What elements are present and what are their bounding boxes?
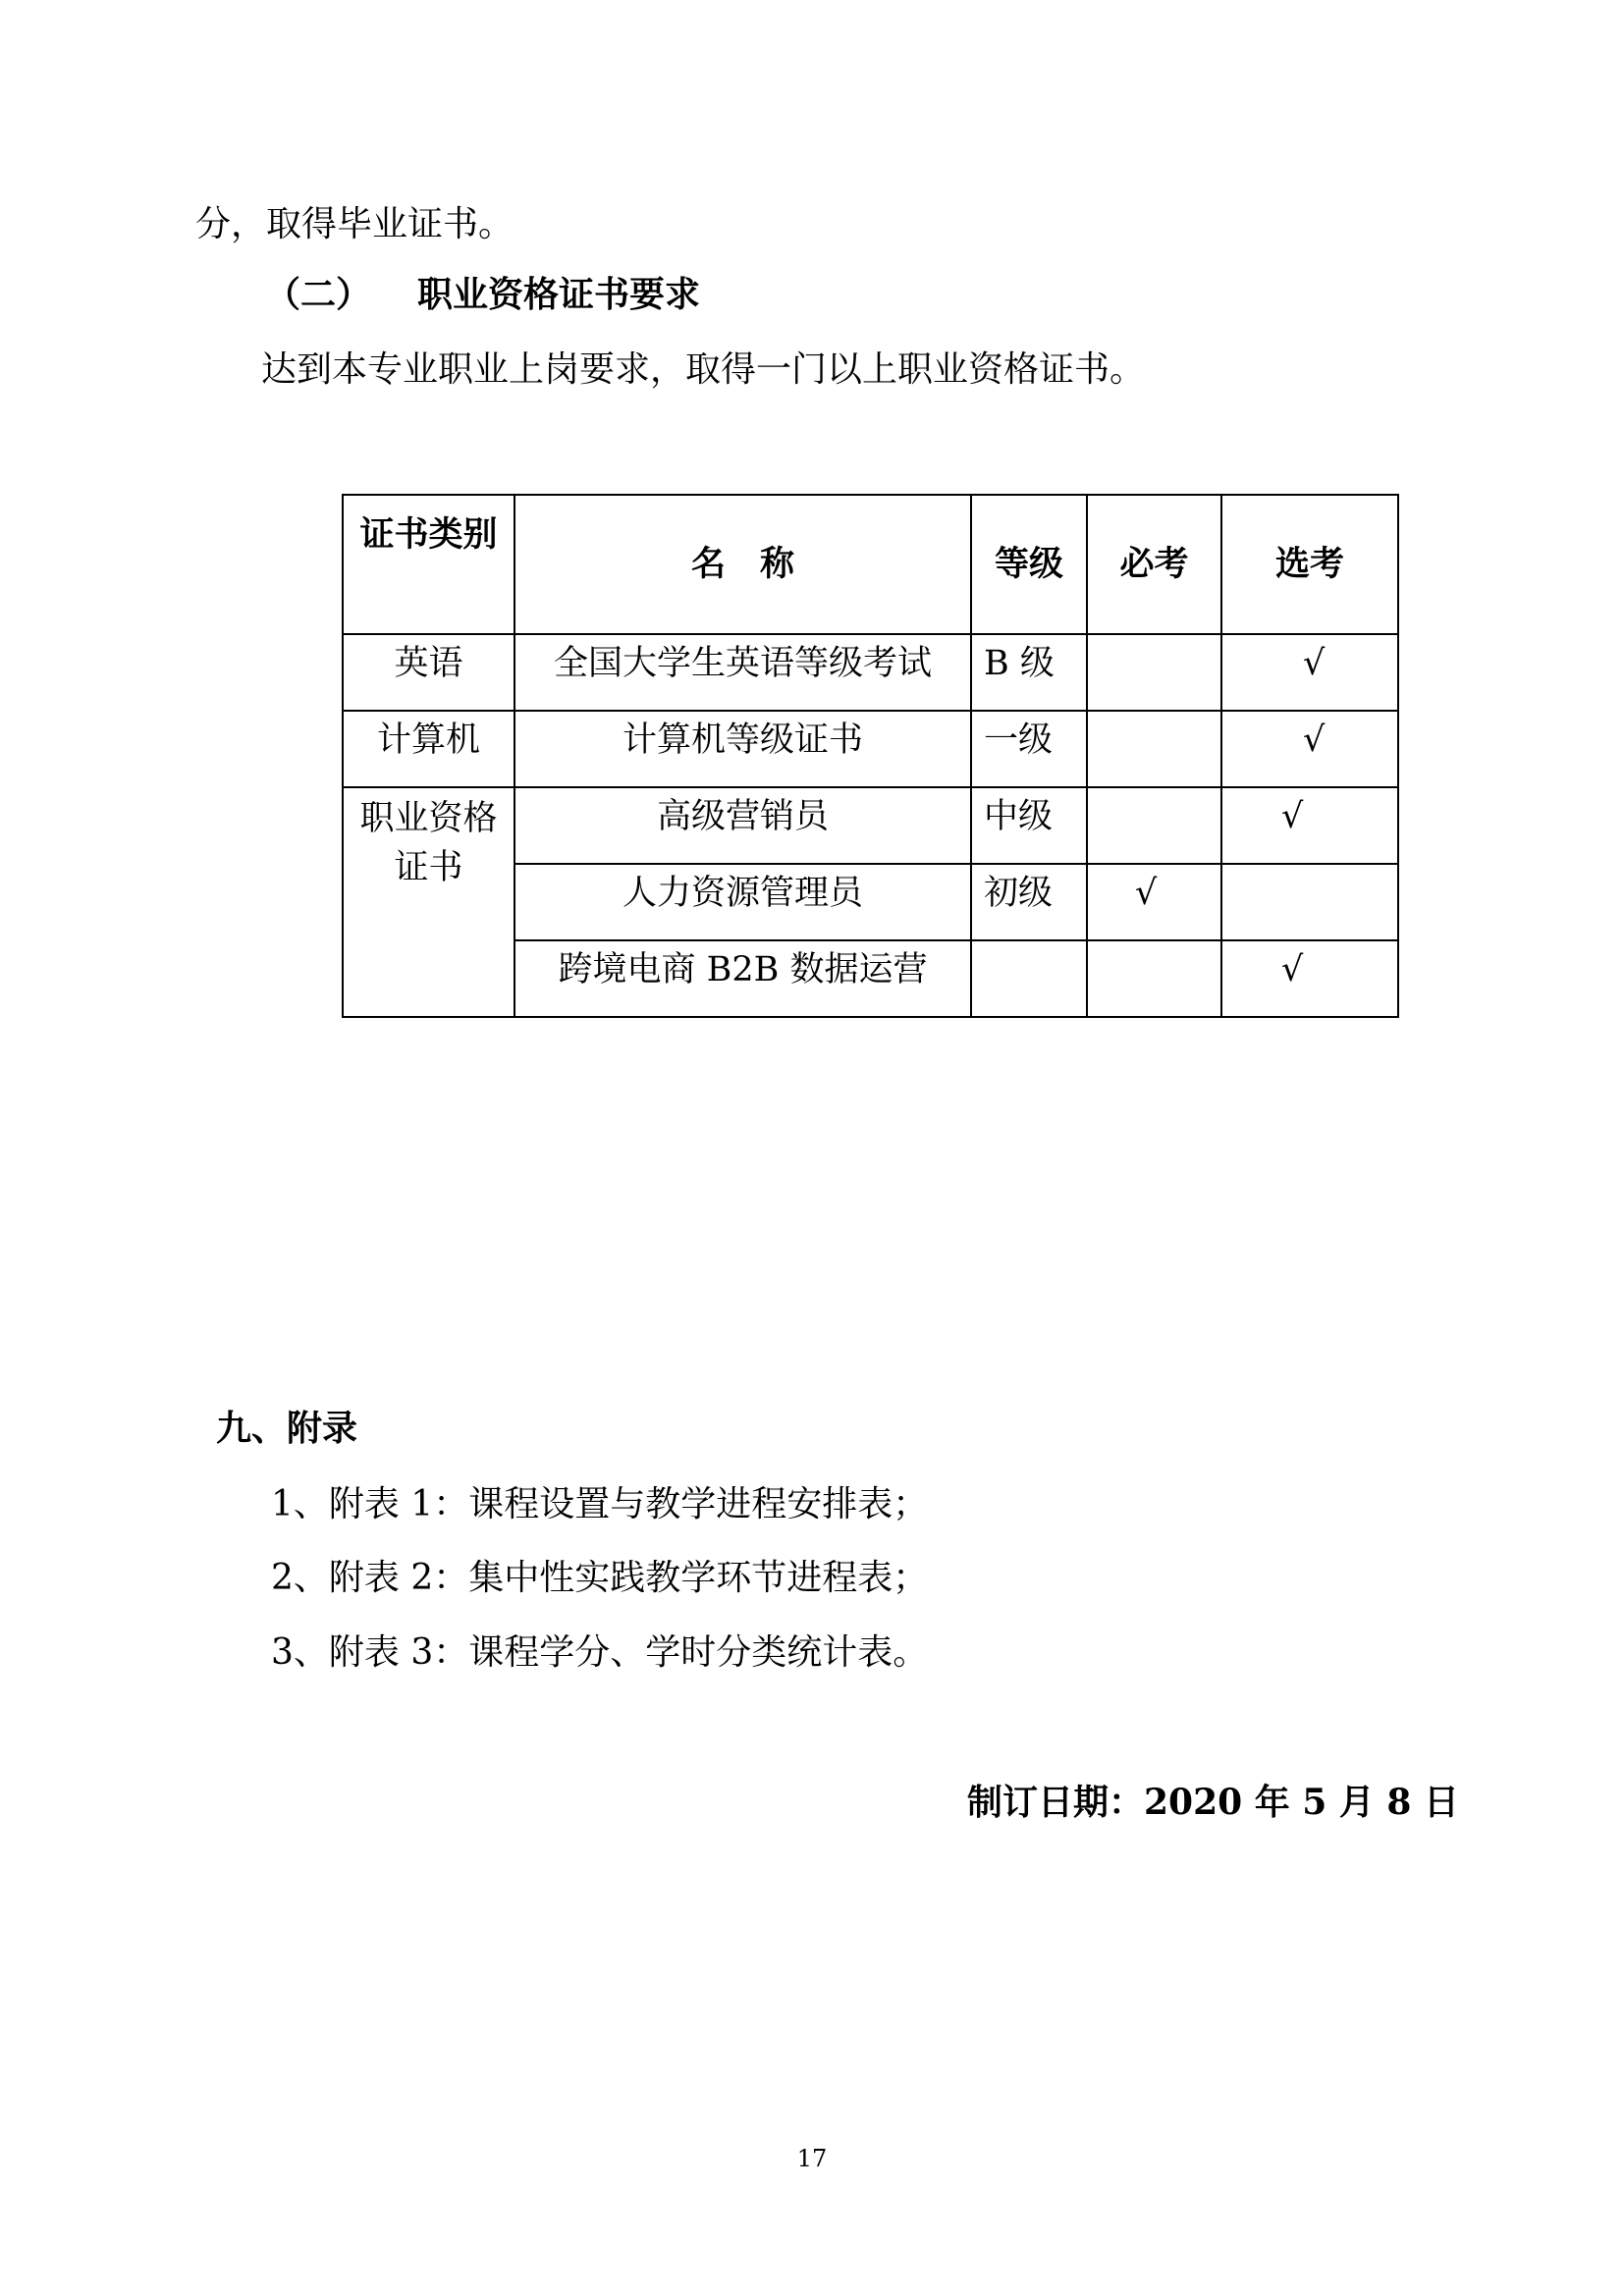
section-heading [265,267,700,317]
cell-category: 计算机 [343,711,514,787]
cell-name: 人力资源管理员 [514,864,971,940]
header-category: 证书类别 [343,495,514,634]
cell-optional: √ [1221,634,1398,711]
table-row [343,711,1398,787]
cell-name: 高级营销员 [514,787,971,864]
appendix-item: 3、附表 3：课程学分、学时分类统计表。 [271,1632,929,1673]
table-row [343,634,1398,711]
cell-category: 职业资格证书 [343,787,514,1017]
certificate-table [342,494,1399,1018]
appendix-item: 2、附表 2：集中性实践教学环节进程表； [271,1558,929,1598]
appendix-item: 1、附表 1：课程设置与教学进程安排表； [271,1484,929,1524]
cell-required [1087,940,1221,1017]
header-name: 名 称 [514,495,971,634]
cell-name: 计算机等级证书 [514,711,971,787]
cell-required: √ [1087,864,1221,940]
header-optional: 选考 [1221,495,1398,634]
cell-optional: √ [1221,711,1398,787]
cell-required [1087,634,1221,711]
section-title: 职业资格证书要求 [417,274,701,315]
cell-optional: √ [1221,940,1398,1017]
cell-category: 英语 [343,634,514,711]
cell-name: 全国大学生英语等级考试 [514,634,971,711]
cell-level: 初级 [971,864,1087,940]
cell-required [1087,787,1221,864]
cell-optional: √ [1221,787,1398,864]
page-number: 17 [796,2145,828,2172]
cell-required [1087,711,1221,787]
cell-level: 中级 [971,787,1087,864]
cell-name: 跨境电商 B2B 数据运营 [514,940,971,1017]
cell-level: B 级 [971,634,1087,711]
revision-date: 制订日期：2020 年 5 月 8 日 [967,1782,1459,1823]
cell-optional [1221,864,1398,940]
table-header-row [343,495,1398,634]
header-required: 必考 [1087,495,1221,634]
requirement-paragraph: 达到本专业职业上岗要求，取得一门以上职业资格证书。 [261,349,1146,390]
cell-level [971,940,1087,1017]
header-level: 等级 [971,495,1087,634]
section-number: （二） [265,274,372,315]
appendix-heading: 九、附录 [216,1408,358,1449]
paragraph-continuation: 分，取得毕业证书。 [195,204,514,244]
table-row [343,787,1398,864]
cell-level: 一级 [971,711,1087,787]
